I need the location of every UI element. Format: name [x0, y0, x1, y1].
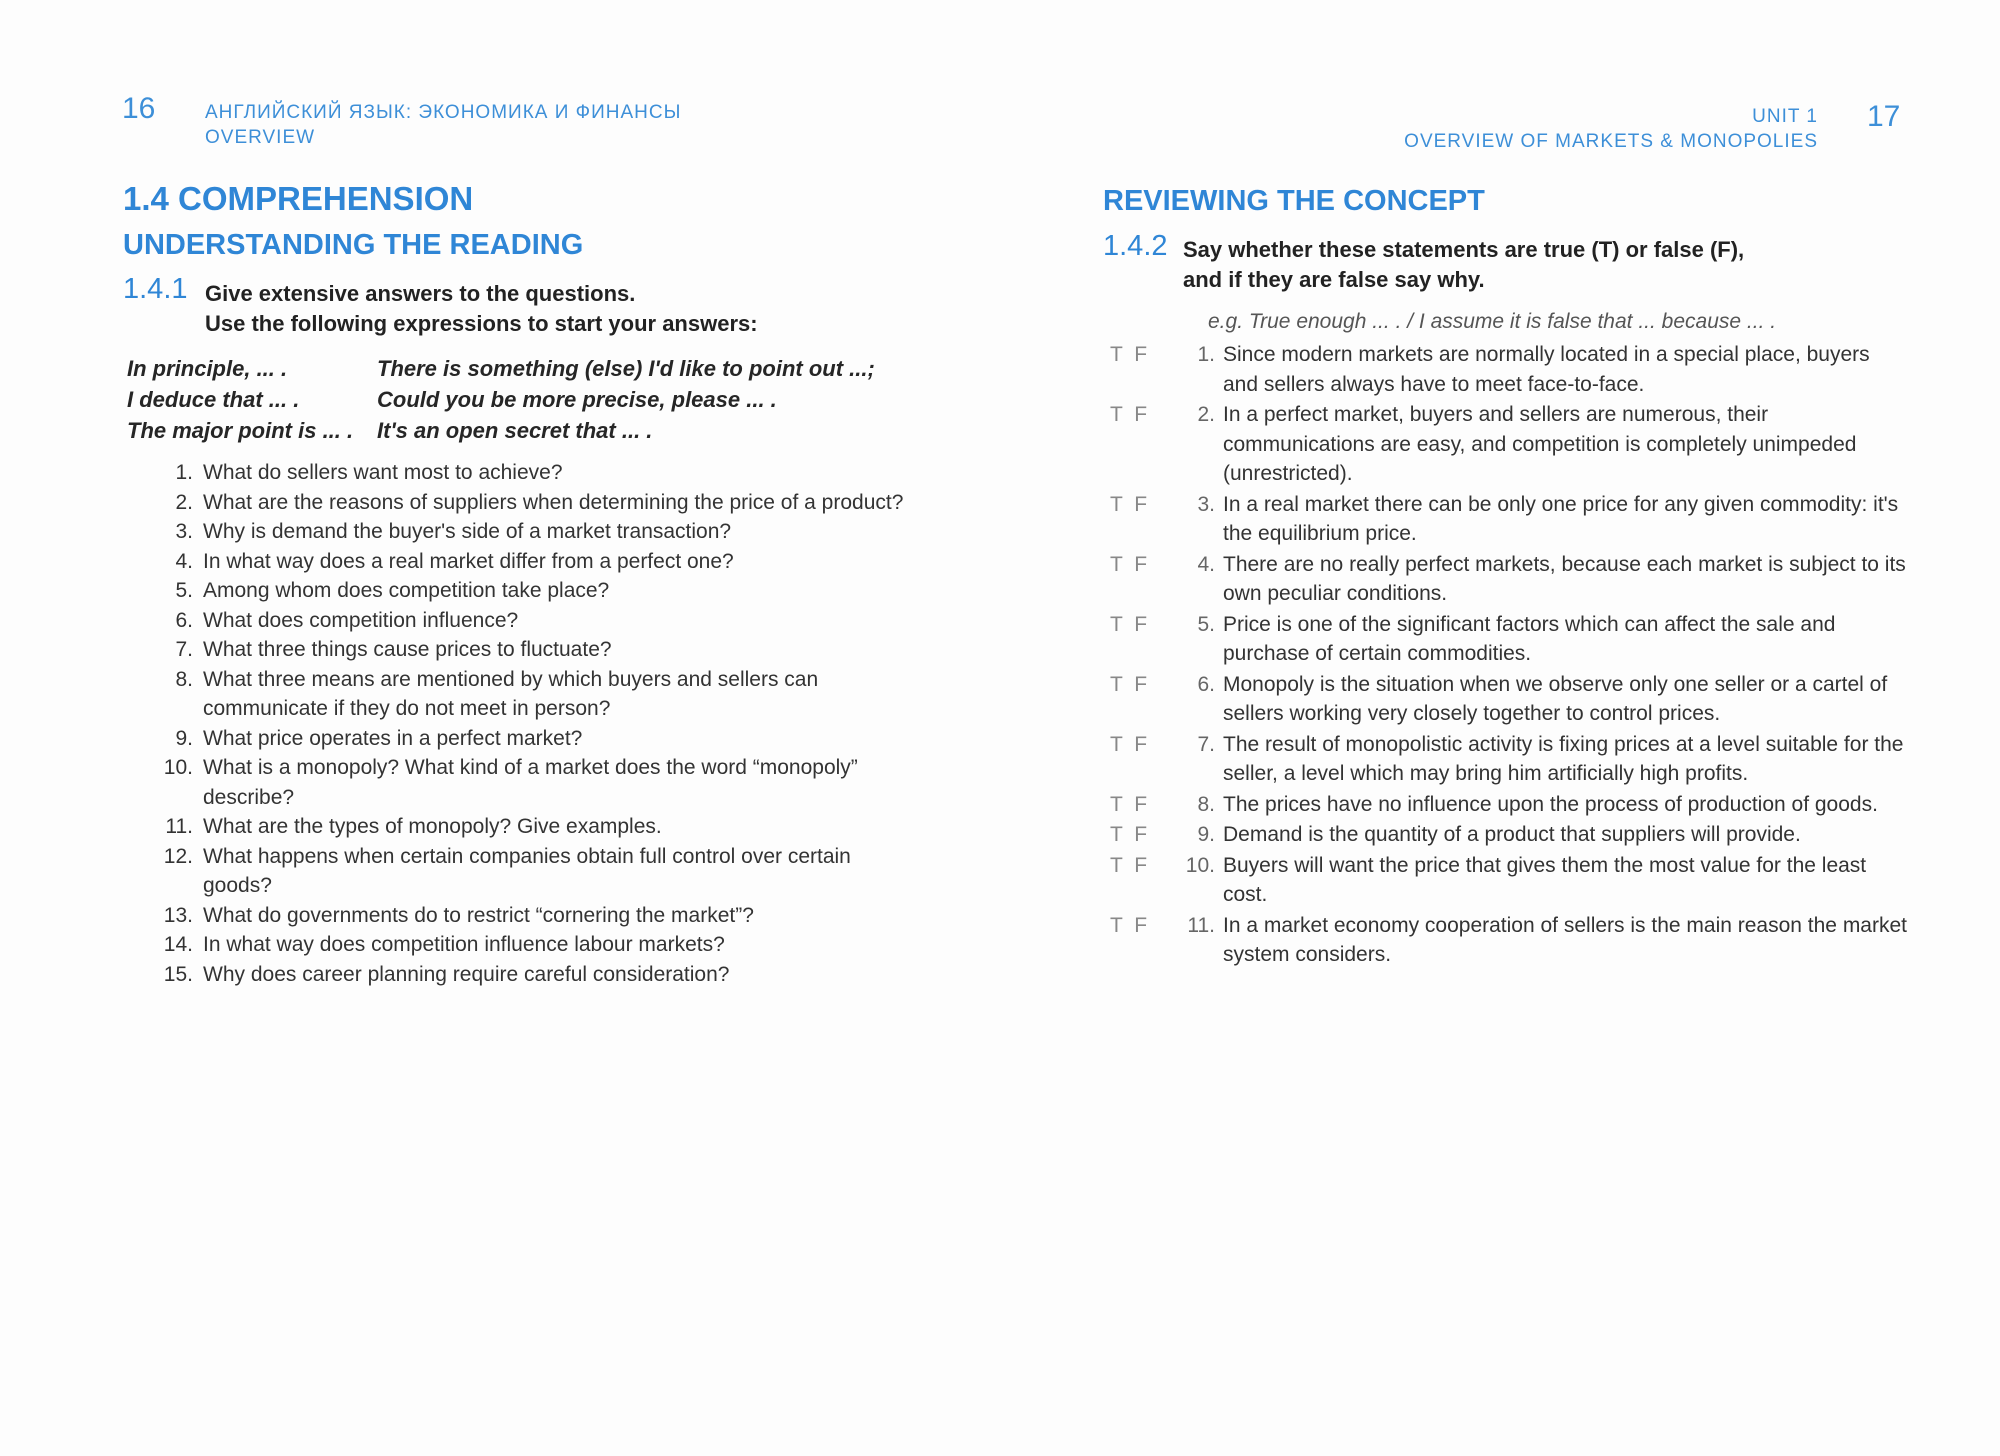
- item-number: 9.: [1197, 823, 1215, 846]
- item-text: In what way does a real market differ from a perfect one?: [203, 549, 734, 573]
- item-text: Buyers will want the price that gives them the most value for the least cost.: [1223, 853, 1867, 906]
- item-text: What is a monopoly? What kind of a market does the word “monopoly” describe?: [203, 756, 858, 809]
- item-number: 7.: [1197, 732, 1215, 756]
- item-number: 5.: [175, 579, 193, 602]
- item-text: What do sellers want most to achieve?: [203, 461, 563, 484]
- item-text: What happens when certain companies obtain full control over certain goods?: [203, 844, 851, 897]
- section-title: 1.4 COMPREHENSION: [123, 180, 474, 217]
- item-number: 1.: [1197, 343, 1215, 366]
- running-head: [205, 100, 681, 150]
- item-text: Why does career planning require careful consideration?: [203, 962, 730, 986]
- item-text: What three means are mentioned by which buyers and sellers can communicate if they do not meet in person?: [203, 667, 819, 720]
- item-text: Price is one of the significant factors which can affect the sale and purchase of certain commodities.: [1223, 612, 1836, 665]
- item-number: 6.: [175, 608, 193, 632]
- item-number: 2.: [175, 490, 193, 514]
- list-item: [1110, 730, 1910, 789]
- list-item: [145, 724, 925, 754]
- task-text: [1183, 235, 1744, 295]
- true-false-mark[interactable]: T F: [1110, 552, 1151, 576]
- item-text: Since modern markets are normally located in a special place, buyers and sellers always have to meet face-to-face.: [1223, 343, 1870, 396]
- item-text: Demand is the quantity of a product that suppliers will provide.: [1223, 823, 1801, 846]
- true-false-mark[interactable]: T F: [1110, 853, 1151, 877]
- item-number: 2.: [1197, 403, 1215, 426]
- item-text: What price operates in a perfect market?: [203, 726, 583, 750]
- item-text: In what way does competition influence labour markets?: [203, 933, 725, 956]
- item-text: What are the reasons of suppliers when determining the price of a product?: [203, 490, 904, 514]
- list-item: [145, 930, 925, 960]
- true-false-mark[interactable]: T F: [1110, 823, 1151, 846]
- item-text: The prices have no influence upon the process of production of goods.: [1223, 792, 1878, 816]
- running-head-line: АНГЛИЙСКИЙ ЯЗЫК: ЭКОНОМИКА И ФИНАНСЫ: [205, 102, 682, 123]
- expression: I deduce that ... .: [127, 387, 300, 412]
- expression: In principle, ... .: [127, 356, 288, 381]
- list-item: [1110, 851, 1910, 910]
- item-number: 1.: [175, 461, 193, 484]
- item-number: 12.: [163, 844, 193, 868]
- list-item: [1110, 790, 1910, 820]
- task-number: 1.4.2: [1103, 230, 1168, 262]
- item-text: In a market economy cooperation of sellers is the main reason the market system considers.: [1223, 913, 1907, 966]
- list-item: [145, 753, 925, 812]
- list-item: [145, 488, 925, 518]
- item-text: What does competition influence?: [203, 608, 519, 632]
- item-text: Monopoly is the situation when we observe only one seller or a cartel of sellers working very closely together to control prices.: [1223, 672, 1888, 725]
- expression: Could you be more precise, please ... .: [377, 387, 777, 412]
- running-head-line: OVERVIEW: [205, 127, 316, 148]
- true-false-mark[interactable]: T F: [1110, 792, 1151, 816]
- true-false-mark[interactable]: T F: [1110, 732, 1151, 756]
- true-false-mark[interactable]: T F: [1110, 343, 1151, 366]
- list-item: [1110, 400, 1910, 489]
- item-number: 10.: [163, 756, 193, 779]
- item-number: 15.: [163, 962, 193, 986]
- list-item: [145, 576, 925, 606]
- list-item: [1110, 340, 1910, 399]
- right-page: [1000, 0, 2000, 1456]
- expression: There is something (else) I'd like to point out ...;: [377, 356, 875, 381]
- list-item: [1110, 820, 1910, 850]
- true-false-mark[interactable]: T F: [1110, 672, 1151, 696]
- list-item: [145, 812, 925, 842]
- true-false-mark[interactable]: T F: [1110, 612, 1151, 636]
- page-number: 16: [122, 92, 156, 125]
- task-number: 1.4.1: [123, 273, 188, 305]
- item-number: 14.: [163, 933, 193, 956]
- true-false-mark[interactable]: T F: [1110, 492, 1151, 516]
- item-text: In a real market there can be only one price for any given commodity: it's the equilibrium price.: [1223, 492, 1899, 545]
- task-text: [205, 279, 758, 339]
- item-text: Among whom does competition take place?: [203, 579, 610, 602]
- expressions-table: [127, 354, 937, 446]
- true-false-mark[interactable]: T F: [1110, 403, 1151, 426]
- item-text: What three things cause prices to fluctuate?: [203, 638, 612, 661]
- item-number: 8.: [1197, 792, 1215, 816]
- item-number: 10.: [1185, 853, 1215, 877]
- list-item: [1110, 610, 1910, 669]
- item-number: 8.: [175, 667, 193, 691]
- item-number: 3.: [175, 520, 193, 543]
- list-item: [145, 547, 925, 577]
- item-number: 11.: [1187, 913, 1215, 937]
- item-number: 9.: [175, 726, 193, 750]
- list-item: [1110, 490, 1910, 549]
- item-number: 7.: [175, 638, 193, 661]
- subsection-title: UNDERSTANDING THE READING: [123, 229, 584, 261]
- list-item: [145, 458, 925, 488]
- item-number: 11.: [165, 815, 193, 838]
- item-number: 6.: [1197, 672, 1215, 696]
- list-item: [1110, 911, 1910, 970]
- item-text: What are the types of monopoly? Give examples.: [203, 815, 662, 838]
- list-item: [145, 635, 925, 665]
- list-item: [1110, 550, 1910, 609]
- statement-list: [1110, 340, 1910, 971]
- item-text: What do governments do to restrict “cornering the market”?: [203, 903, 754, 927]
- section-title: REVIEWING THE CONCEPT: [1103, 185, 1485, 217]
- list-item: [145, 842, 925, 901]
- list-item: [145, 665, 925, 724]
- list-item: [145, 960, 925, 990]
- running-head: [1404, 104, 1818, 154]
- task-line: and if they are false say why.: [1183, 267, 1485, 292]
- page-number: 17: [1867, 100, 1901, 133]
- item-text: In a perfect market, buyers and sellers are numerous, their communications are easy, and competition is completely unimpeded (unrestricted).: [1223, 403, 1857, 485]
- task-line: Give extensive answers to the questions.: [205, 281, 636, 306]
- item-text: The result of monopolistic activity is fixing prices at a level suitable for the seller, a level which may bring him artificially high profits.: [1223, 732, 1904, 785]
- task-line: Say whether these statements are true (T) or false (F),: [1183, 237, 1745, 262]
- question-list: [145, 458, 925, 989]
- example-phrase: e.g. True enough ... . / I assume it is false that ... because ... .: [1208, 310, 1777, 333]
- item-number: 3.: [1197, 492, 1215, 516]
- expression: The major point is ... .: [127, 418, 354, 443]
- item-number: 13.: [163, 903, 193, 927]
- running-head-line: UNIT 1: [1752, 106, 1818, 127]
- item-number: 4.: [175, 549, 193, 573]
- item-number: 4.: [1197, 552, 1215, 576]
- list-item: [145, 517, 925, 547]
- expression: It's an open secret that ... .: [377, 418, 653, 443]
- task-line: Use the following expressions to start your answers:: [205, 311, 758, 336]
- true-false-mark[interactable]: T F: [1110, 913, 1151, 937]
- list-item: [145, 901, 925, 931]
- item-text: There are no really perfect markets, because each market is subject to its own peculiar conditions.: [1223, 552, 1906, 605]
- running-head-line: OVERVIEW OF MARKETS & MONOPOLIES: [1404, 131, 1818, 152]
- item-number: 5.: [1197, 612, 1215, 636]
- item-text: Why is demand the buyer's side of a market transaction?: [203, 520, 732, 543]
- list-item: [145, 606, 925, 636]
- list-item: [1110, 670, 1910, 729]
